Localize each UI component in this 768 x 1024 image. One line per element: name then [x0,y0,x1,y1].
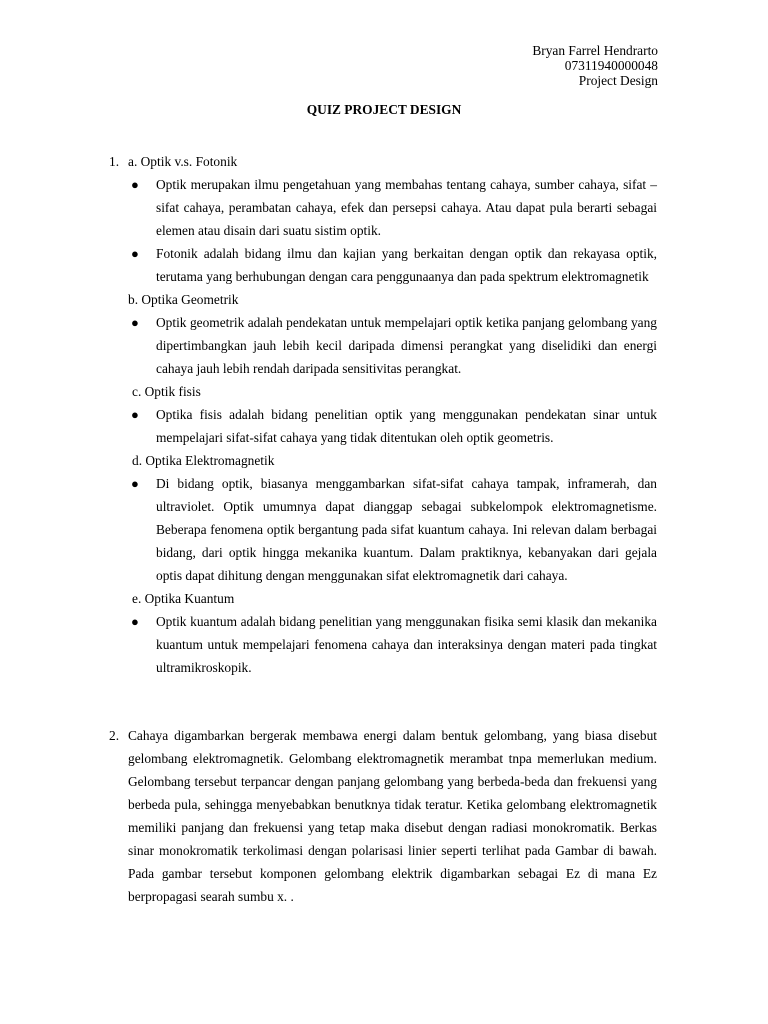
section-label: e. Optika Kuantum [132,591,235,606]
student-id: 07311940000048 [564,58,658,73]
question-1 [109,150,657,679]
question-number: 1. [109,154,120,169]
bullet-text: Optika fisis adalah bidang penelitian optik yang menggunakan pendekatan sinar untuk mempelajari sifat-sifat cahaya yang tidak ditentukan oleh optik geometris. [156,407,657,445]
section-label: d. Optika Elektromagnetik [132,453,275,468]
author-header [532,43,658,88]
course-name: Project Design [578,73,658,88]
section-label: a. Optik v.s. Fotonik [128,154,238,169]
bullet-icon: ● [131,177,139,192]
section-a [109,150,657,173]
bullet-text: Optik kuantum adalah bidang penelitian yang menggunakan fisika semi klasik dan mekanika kuantum untuk mempelajari fenomena cahaya dan interaksinya dengan materi pada tingkat ultramikroskopik. [156,614,657,675]
bullet-text: Optik geometrik adalah pendekatan untuk mempelajari optik ketika panjang gelombang yang dipertimbangkan jauh lebih kecil daripada dimensi perangkat yang diselidiki dan energi cahaya jauh lebih rendah daripada sensitivitas perangkat. [156,315,657,376]
list-item [109,311,657,380]
question-2-text: Cahaya digambarkan bergerak membawa energi dalam bentuk gelombang, yang biasa disebut gelombang elektromagnetik. Gelombang elektromagnetik merambat tnpa memerlukan medium. Gelombang tersebut terpancar dengan panjang gelombang yang berbeda-beda dan frekuensi yang berbeda pula, sehingga menyebabkan benutknya tidak teratur. Ketika gelombang elektromagnetik memiliki panjang dan frekuensi yang tetap maka disebut dengan radiasi monokromatik. Berkas sinar monokromatik terkolimasi dengan polarisasi linier seperti terlihat pada Gambar di bawah. Pada gambar tersebut komponen gelombang elektrik digambarkan sebagai Ez di mana Ez berpropagasi searah sumbu x. . [128,728,657,904]
question-number: 2. [109,728,120,743]
bullet-icon: ● [131,407,139,422]
bullet-icon: ● [131,476,139,491]
page-title: QUIZ PROJECT DESIGN [306,102,462,117]
bullet-text: Fotonik adalah bidang ilmu dan kajian yang berkaitan dengan optik dan rekayasa optik, terutama yang berhubungan dengan cara penggunaanya dan pada spektrum elektromagnetik [156,246,657,284]
bullet-icon: ● [131,614,139,629]
author-name: Bryan Farrel Hendrarto [532,43,658,58]
section-label: c. Optik fisis [132,384,201,399]
list-item [109,403,657,449]
bullet-text: Di bidang optik, biasanya menggambarkan sifat-sifat cahaya tampak, inframerah, dan ultraviolet. Optik umumnya dapat dianggap sebagai subkelompok elektromagnetisme. Beberapa fenomena optik bergantung pada sifat kuantum cahaya. Ini relevan dalam berbagai bidang, dari optik hingga mekanika kuantum. Dalam praktiknya, kebanyakan dari gejala optis dapat dihitung dengan menggunakan sifat elektromagnetik dari cahaya. [156,476,657,583]
list-item [109,173,657,242]
question-2 [109,724,657,908]
list-item [109,472,657,587]
list-item [109,242,657,288]
section-label: b. Optika Geometrik [128,292,239,307]
bullet-text: Optik merupakan ilmu pengetahuan yang membahas tentang cahaya, sumber cahaya, sifat – sifat cahaya, perambatan cahaya, efek dan persepsi cahaya. Atau dapat pula berarti sebagai elemen atau disain dari suatu sistim optik. [156,177,657,238]
bullet-icon: ● [131,315,139,330]
list-item [109,610,657,679]
bullet-icon: ● [131,246,139,261]
